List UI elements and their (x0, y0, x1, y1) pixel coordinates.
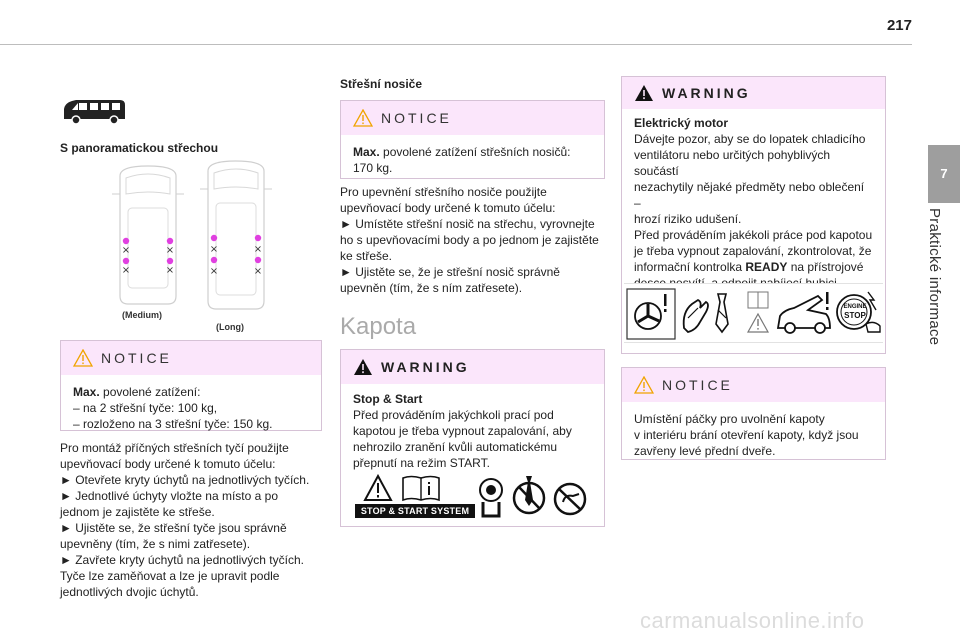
open-hood-car-icon (774, 288, 834, 340)
left-body-text (60, 440, 330, 600)
warning-line: nehrozilo zranění kvůli automatickému (353, 440, 558, 454)
left-notice-box (60, 340, 322, 431)
ready-indicator-text: READY (745, 260, 788, 274)
warning-line: přepnutí na režim START. (353, 456, 490, 470)
body-line: upevňovací body určené k tomuto účelu: (60, 457, 276, 471)
right-warning-box (621, 76, 886, 354)
middle-notice-lead: Max. (353, 145, 380, 159)
warning-line: informační kontrolka (634, 260, 746, 274)
chapter-side-title (926, 208, 942, 368)
body-line: ho s upevňovacími body a po jednom je zajistěte (340, 233, 599, 247)
ev-warning-image-panel (624, 283, 883, 343)
roof-diagram-long (198, 159, 274, 311)
left-subtitle: S panoramatickou střechou (60, 141, 219, 155)
warning-filled-icon (634, 84, 654, 102)
watermark: carmanualsonline.info (640, 608, 865, 633)
middle-body-text (340, 184, 608, 296)
body-line: upevněn (tím, že s ním zatřesete). (340, 281, 523, 295)
page-number: 217 (886, 17, 912, 34)
middle-warning-header (341, 350, 604, 384)
svg-text:×: × (253, 266, 263, 277)
body-line: ► Ujistěte se, že střešní tyče jsou správně (60, 521, 287, 535)
middle-warning-title: WARNING (381, 359, 470, 375)
body-line: ke střeše. (340, 249, 393, 263)
middle-warning-body (341, 384, 604, 481)
right-notice-body (622, 402, 885, 469)
right-notice-title: NOTICE (662, 377, 733, 393)
stop-start-image-panel (353, 472, 591, 520)
svg-text:×: × (209, 244, 219, 255)
middle-warning-box (340, 349, 605, 527)
manual-book-icon (401, 474, 441, 502)
section-title-kapota: Kapota (340, 313, 417, 340)
body-line: ► Otevřete kryty úchytů na jednotlivých tyčích. (60, 473, 310, 487)
warning-line-rest: na přístrojové (787, 260, 864, 274)
fan-hazard-icon (626, 288, 676, 340)
no-hand-fan-icon (553, 482, 587, 516)
notice-line: zavřeny levé přední dveře. (634, 444, 776, 458)
svg-text:×: × (209, 266, 219, 277)
left-notice-lead-rest: povolené zatížení: (99, 385, 201, 399)
svg-text:×: × (121, 265, 131, 276)
svg-text:×: × (165, 245, 175, 256)
warning-line: Před prováděním jakékoli práce pod kapotou (634, 228, 873, 242)
warning-line: nezachytily nějaké předměty nebo oblečení – (634, 180, 865, 210)
warning-line: hrozí riziko udušení. (634, 212, 742, 226)
van-icon (62, 97, 128, 127)
header-rule (0, 44, 912, 45)
roof-diagram-medium (110, 164, 186, 306)
chapter-side-title-text: Praktické informace (926, 208, 943, 346)
left-notice-line: – na 2 střešní tyče: 100 kg, (73, 401, 218, 415)
body-line: upevňovací body určené k tomuto účelu: (340, 201, 556, 215)
body-line: Tyče lze zaměňovat a lze je upravit podle (60, 569, 280, 583)
svg-text:×: × (253, 244, 263, 255)
body-line: ► Umístěte střešní nosič na střechu, vyrovnejte (340, 217, 595, 231)
body-line: ► Jednotlivé úchyty vložte na místo a po (60, 489, 278, 503)
engine-label-2: STOP (844, 311, 866, 320)
notice-line: Umístění páčky pro uvolnění kapoty (634, 412, 825, 426)
middle-notice-box (340, 100, 605, 179)
right-notice-header (622, 368, 885, 402)
body-line: jednotlivých dvojic úchytů. (60, 585, 199, 599)
body-line: upevněny (tím, že s nimi zatřesete). (60, 537, 251, 551)
body-line: Pro montáž příčných střešních tyčí použijte (60, 441, 289, 455)
warning-filled-icon (353, 358, 373, 376)
body-line: Pro upevnění střešního nosiče použijte (340, 185, 547, 199)
left-notice-body (61, 375, 321, 442)
stop-start-system-label: STOP & START SYSTEM (355, 504, 475, 518)
warning-line: je třeba vypnout zapalování, zkontrolovat, že (634, 244, 872, 258)
notice-line: v interiéru brání otevření kapoty, když jsou (634, 428, 859, 442)
chapter-tab[interactable]: 7 (928, 145, 960, 203)
warning-line: Dávejte pozor, aby se do lopatek chladicího (634, 132, 866, 146)
body-line: jednom je zajistěte ke střeše. (60, 505, 215, 519)
no-tie-icon (511, 472, 547, 516)
warning-line: kapotou je třeba vypnout zapalování, aby (353, 424, 572, 438)
warning-triangle-icon (363, 474, 393, 502)
warning-line: Před prováděním jakýchkoli prací pod (353, 408, 554, 422)
left-notice-header (61, 341, 321, 375)
body-line: ► Zavřete kryty úchytů na jednotlivých tyčích. (60, 553, 304, 567)
middle-notice-line: 170 kg. (353, 161, 393, 175)
diagram-label-medium: (Medium) (122, 310, 162, 320)
warning-outline-icon (353, 109, 373, 127)
middle-warning-heading: Stop & Start (353, 392, 423, 406)
engine-label-1: ENGINE (843, 304, 867, 310)
right-warning-header (622, 77, 885, 109)
right-warning-title: WARNING (662, 85, 751, 101)
middle-notice-title: NOTICE (381, 110, 452, 126)
left-notice-line: – rozloženo na 3 střešní tyče: 150 kg. (73, 417, 273, 431)
left-notice-lead: Max. (73, 385, 100, 399)
roof-carrier-heading: Střešní nosiče (340, 77, 423, 91)
diagram-label-long: (Long) (216, 322, 244, 332)
right-notice-box (621, 367, 886, 460)
left-notice-title: NOTICE (101, 350, 172, 366)
warning-line: ventilátoru nebo určitých pohyblivých součástí (634, 148, 831, 178)
middle-notice-body (341, 135, 604, 186)
svg-text:×: × (121, 245, 131, 256)
body-line: ► Ujistěte se, že je střešní nosič správně (340, 265, 560, 279)
middle-notice-header (341, 101, 604, 135)
right-warning-heading: Elektrický motor (634, 116, 729, 130)
svg-text:×: × (165, 265, 175, 276)
hand-tie-icon (678, 288, 744, 340)
warning-outline-icon (73, 349, 93, 367)
middle-notice-lead-rest: povolené zatížení střešních nosičů: (379, 145, 571, 159)
warning-outline-icon (634, 376, 654, 394)
fan-belt-icon (477, 474, 505, 518)
manual-warning-icon (746, 288, 770, 340)
